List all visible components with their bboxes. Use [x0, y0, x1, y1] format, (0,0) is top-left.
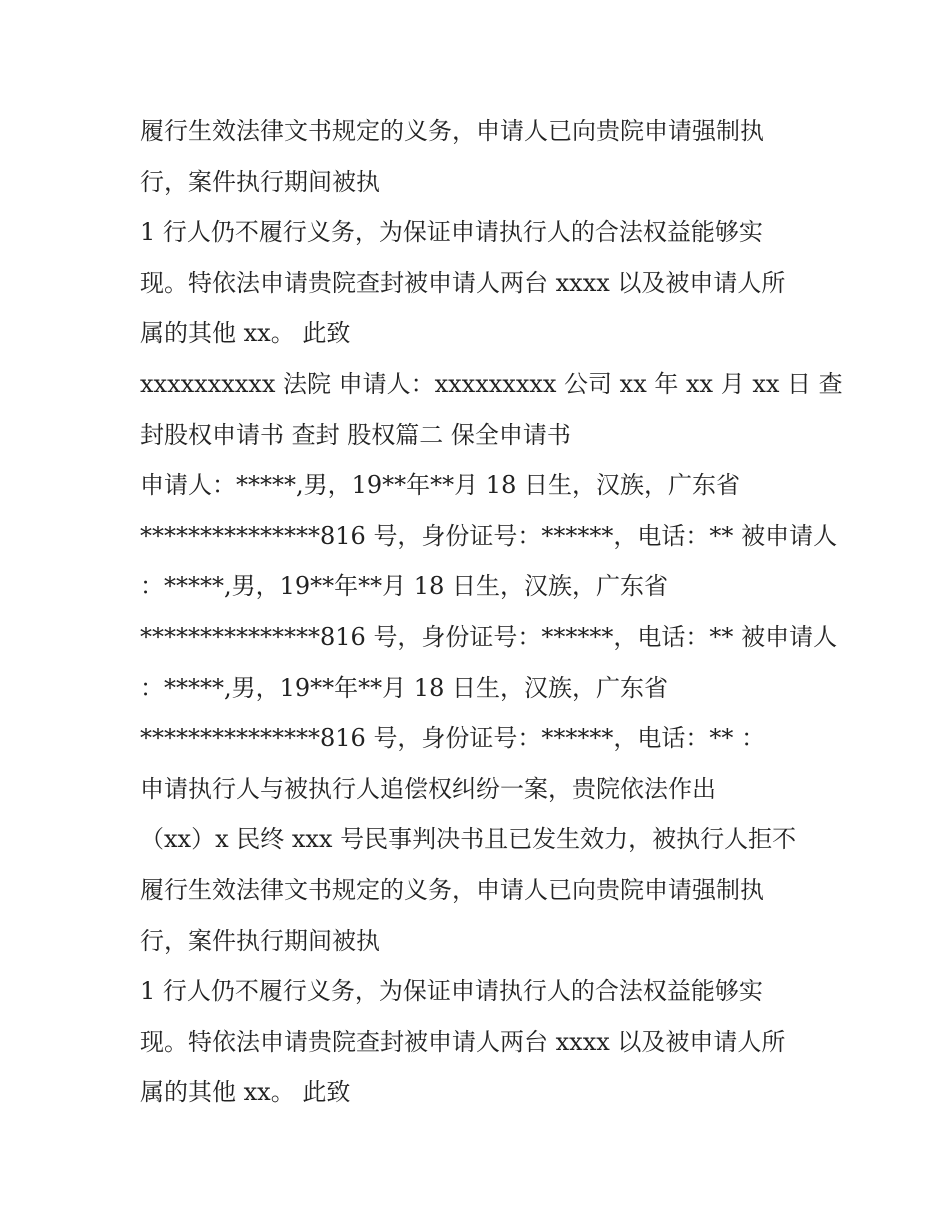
text-line: 现。特依法申请贵院查封被申请人两台 xxxx 以及被申请人所	[140, 268, 786, 297]
text-line: 封股权申请书 查封 股权篇二 保全申请书	[140, 420, 571, 449]
text-line: 现。特依法申请贵院查封被申请人两台 xxxx 以及被申请人所	[140, 1027, 786, 1056]
text-line: 行，案件执行期间被执	[140, 167, 380, 196]
text-line: xxxxxxxxxx 法院 申请人：xxxxxxxxx 公司 xx 年 xx 月 xx 日 查	[140, 369, 843, 398]
text-line: 行，案件执行期间被执	[140, 926, 380, 955]
document-body	[140, 106, 843, 1118]
text-line: ：*****,男，19**年**月 18 日生，汉族，广东省	[140, 572, 668, 601]
text-line: 申请人：*****,男，19**年**月 18 日生，汉族，广东省	[140, 471, 740, 500]
text-line: ***************816 号，身份证号：******，电话：** 被申请人	[140, 521, 838, 550]
text-line: ***************816 号，身份证号：******，电话：** 被申请人	[140, 622, 838, 651]
text-line: 属的其他 xx。 此致	[140, 319, 351, 348]
text-line: 申请执行人与被执行人追偿权纠纷一案，贵院依法作出	[140, 774, 716, 803]
text-line: 属的其他 xx。 此致	[140, 1078, 351, 1107]
text-line: ：*****,男，19**年**月 18 日生，汉族，广东省	[140, 673, 668, 702]
text-line: 履行生效法律文书规定的义务，申请人已向贵院申请强制执	[140, 875, 764, 904]
text-line: 1 行人仍不履行义务，为保证申请执行人的合法权益能够实	[140, 218, 763, 247]
text-line: （xx）x 民终 xxx 号民事判决书且已发生效力，被执行人拒不	[140, 825, 797, 854]
text-line: ***************816 号，身份证号：******，电话：** ：	[140, 724, 766, 753]
text-line: 1 行人仍不履行义务，为保证申请执行人的合法权益能够实	[140, 977, 763, 1006]
text-line: 履行生效法律文书规定的义务，申请人已向贵院申请强制执	[140, 117, 764, 145]
